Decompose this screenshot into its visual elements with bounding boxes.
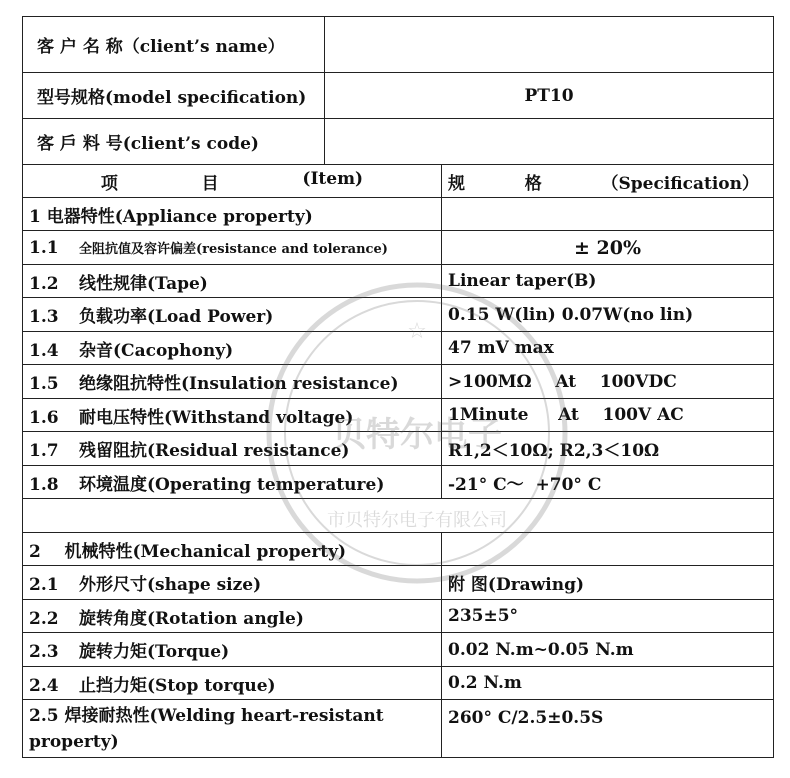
- row-label: 2.3 旋转力矩(Torque): [23, 633, 442, 667]
- row-label: 1.5 绝缘阻抗特性(Insulation resistance): [23, 365, 442, 399]
- item-column-header: [23, 165, 442, 198]
- section-row-electrical: [23, 198, 774, 231]
- section-row-mechanical: [23, 533, 774, 566]
- table-row: [23, 365, 774, 399]
- section-title-electrical: 1 电器特性(Appliance property): [23, 198, 442, 231]
- row-label: 1.6 耐电压特性(Withstand voltage): [23, 399, 442, 432]
- table-row: [23, 298, 774, 332]
- spec-cn-1: 规: [448, 173, 465, 194]
- item-en: (Item): [302, 168, 364, 189]
- seal-ring-text: 市贝特尔电子有限公司: [327, 510, 507, 531]
- row-value: ± 20%: [442, 231, 774, 265]
- row-value: >100MΩ At 100VDC: [442, 365, 774, 399]
- row-value: 附 图(Drawing): [442, 566, 774, 600]
- row-value: 0.2 N.m: [442, 667, 774, 700]
- row-value: 260° C/2.5±0.5S: [442, 700, 774, 758]
- table-row: [23, 332, 774, 365]
- row-value: Linear taper(B): [442, 265, 774, 298]
- table-row: [23, 265, 774, 298]
- spec-table: [22, 16, 774, 758]
- row-value: 1Minute At 100V AC: [442, 399, 774, 432]
- blank-cell: [23, 499, 774, 533]
- row-label: 2.1 外形尺寸(shape size): [23, 566, 442, 600]
- row-label: 1.1 全阻抗值及容许偏差(resistance and tolerance): [23, 231, 442, 265]
- table-row: [23, 466, 774, 499]
- table-row: [23, 566, 774, 600]
- row-value: 235±5°: [442, 600, 774, 633]
- row-label: 1.8 环境温度(Operating temperature): [23, 466, 442, 499]
- table-row: [23, 600, 774, 633]
- spec-en: （Specification）: [601, 173, 759, 194]
- row-value: -21° C～ +70° C: [442, 466, 774, 499]
- blank-spacer-row: [23, 499, 774, 533]
- spec-sheet: [22, 16, 773, 758]
- section-value-empty: [442, 533, 774, 566]
- row-label: 1.3 负载功率(Load Power): [23, 298, 442, 332]
- column-header-row: [23, 165, 774, 198]
- client-code-label: 客 戶 料 号(client’s code): [23, 119, 325, 165]
- section-value-empty: [442, 198, 774, 231]
- item-cn-1: 项: [100, 173, 118, 194]
- model-value: PT10: [325, 73, 774, 119]
- row-value: 47 mV max: [442, 332, 774, 365]
- header-row-client-code: [23, 119, 774, 165]
- table-row: [23, 667, 774, 700]
- table-row: [23, 399, 774, 432]
- row-value: R1,2＜10Ω; R2,3＜10Ω: [442, 432, 774, 466]
- row-label: 2.4 止挡力矩(Stop torque): [23, 667, 442, 700]
- client-code-value: [325, 119, 774, 165]
- row-label: 2.2 旋转角度(Rotation angle): [23, 600, 442, 633]
- row-label: 2.5 焊接耐热性(Welding heart-resistant property): [23, 700, 442, 758]
- table-row: [23, 432, 774, 466]
- row-value: 0.15 W(lin) 0.07W(no lin): [442, 298, 774, 332]
- client-name-value: [325, 17, 774, 73]
- svg-text:☆: ☆: [407, 319, 427, 344]
- seal-center-text: 贝特尔电子: [332, 415, 502, 455]
- spec-cn-2: 格: [524, 173, 542, 194]
- client-name-label: 客 户 名 称（client’s name）: [23, 17, 325, 73]
- model-label: 型号规格(model specification): [23, 73, 325, 119]
- item-cn-2: 目: [201, 173, 219, 194]
- row-label: 1.7 残留阻抗(Residual resistance): [23, 432, 442, 466]
- header-row-client-name: [23, 17, 774, 73]
- table-row: [23, 633, 774, 667]
- row-label: 1.4 杂音(Cacophony): [23, 332, 442, 365]
- header-row-model: [23, 73, 774, 119]
- section-title-mechanical: 2 机械特性(Mechanical property): [23, 533, 442, 566]
- row-label: 1.2 线性规律(Tape): [23, 265, 442, 298]
- row-value: 0.02 N.m~0.05 N.m: [442, 633, 774, 667]
- spec-column-header: [442, 165, 774, 198]
- table-row: [23, 700, 774, 758]
- table-row: [23, 231, 774, 265]
